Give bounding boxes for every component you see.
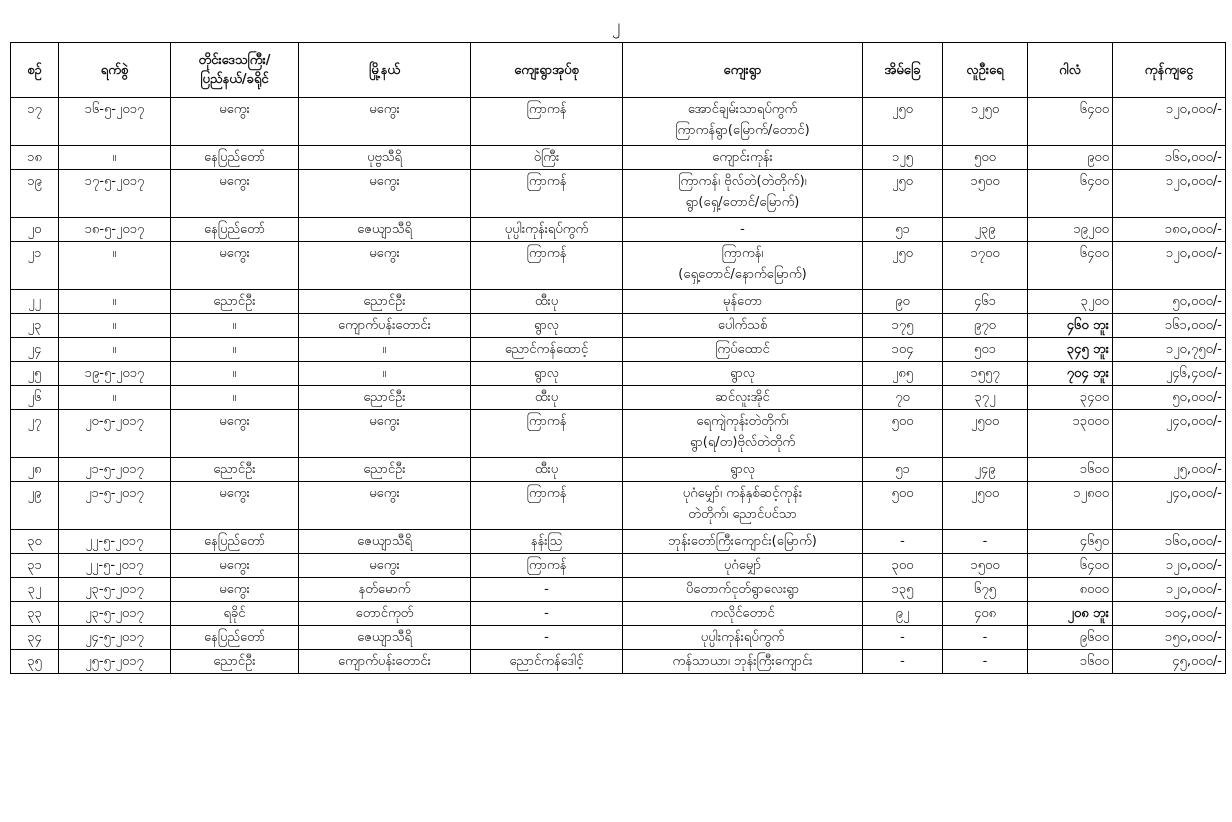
header-region: တိုင်းဒေသကြီး/ ပြည်နယ်/ခရိုင် xyxy=(171,43,299,98)
table-row xyxy=(11,98,1226,146)
cell-village-tract: ကြာကန် xyxy=(471,410,623,458)
cell-village-tract: ထီးပု xyxy=(471,386,623,410)
table-row xyxy=(11,410,1226,458)
cell-township: နတ်မောက် xyxy=(299,578,471,602)
cell-cost: ၅၀,၀၀၀/- xyxy=(1113,290,1226,314)
cell-date: ၂၂-၅-၂၀၁၇ xyxy=(59,530,171,554)
cell-township: ကျောက်ပန်းတောင်း xyxy=(299,650,471,674)
cell-village: ဆင်လူးအိုင် xyxy=(623,386,863,410)
cell-region: နေပြည်တော် xyxy=(171,530,299,554)
cell-date: ၂၁-၅-၂၀၁၇ xyxy=(59,458,171,482)
cell-date: ၁၆-၅-၂၀၁၇ xyxy=(59,98,171,146)
cell-township: မကွေး xyxy=(299,554,471,578)
cell-cost: ၂၄၀,၀၀၀/- xyxy=(1113,410,1226,458)
cell-cost: ၁၅၀,၀၀၀/- xyxy=(1113,626,1226,650)
cell-population: ၂၄၉ xyxy=(943,458,1028,482)
cell-households: ၁၇၅ xyxy=(863,314,943,338)
cell-no: ၂၉ xyxy=(11,482,59,530)
cell-village: ကြပ်ထောင် xyxy=(623,338,863,362)
cell-village-tract: ထီးပု xyxy=(471,458,623,482)
cell-households: ၁၀၄ xyxy=(863,338,943,362)
cell-date: ၁၇-၅-၂၀၁၇ xyxy=(59,170,171,218)
table-row xyxy=(11,338,1226,362)
cell-village: - xyxy=(623,218,863,242)
cell-population: ၂၃၉ xyxy=(943,218,1028,242)
cell-region: မကွေး xyxy=(171,98,299,146)
cell-no: ၂၀ xyxy=(11,218,59,242)
table-row xyxy=(11,530,1226,554)
cell-population: ၉၇၀ xyxy=(943,314,1028,338)
cell-cost: ၁၂၀,၀၀၀/- xyxy=(1113,98,1226,146)
cell-households: ၉၂ xyxy=(863,602,943,626)
cell-village: ပိတောက်ငုတ်ရွာလေးရွာ xyxy=(623,578,863,602)
cell-no: ၃၅ xyxy=(11,650,59,674)
cell-no: ၁၇ xyxy=(11,98,59,146)
cell-region: မကွေး xyxy=(171,482,299,530)
cell-households: ၁၂၅ xyxy=(863,146,943,170)
header-village: ကျေးရွာ xyxy=(623,43,863,98)
cell-cost: ၁၂၀,၀၀၀/- xyxy=(1113,578,1226,602)
cell-township: ဇေယျာသီရိ xyxy=(299,626,471,650)
header-gallons: ဂါလံ xyxy=(1028,43,1113,98)
cell-population: ၅၀၀ xyxy=(943,146,1028,170)
cell-households: ၂၈၅ xyxy=(863,362,943,386)
cell-no: ၂၆ xyxy=(11,386,59,410)
cell-region: နေပြည်တော် xyxy=(171,146,299,170)
cell-households: ၂၅၀ xyxy=(863,170,943,218)
table-row xyxy=(11,578,1226,602)
cell-gallons: ၁၉၂၀၀ xyxy=(1028,218,1113,242)
cell-households: - xyxy=(863,650,943,674)
cell-no: ၃၃ xyxy=(11,602,59,626)
cell-cost: ၁၂၀,၀၀၀/- xyxy=(1113,242,1226,290)
cell-gallons: ၁၆၀၀ xyxy=(1028,458,1113,482)
cell-households: ၅၁ xyxy=(863,458,943,482)
cell-cost: ၁၂၀,၀၀၀/- xyxy=(1113,554,1226,578)
cell-township: ဇေယျာသီရိ xyxy=(299,218,471,242)
cell-village-tract: ကြာကန် xyxy=(471,242,623,290)
cell-village-tract: ကြာကန် xyxy=(471,170,623,218)
cell-date: ။ xyxy=(59,314,171,338)
cell-cost: ၄၅,၀၀၀/- xyxy=(1113,650,1226,674)
cell-gallons: ၂၀၈ ဘူး xyxy=(1028,602,1113,626)
header-no: စဉ် xyxy=(11,43,59,98)
cell-cost: ၅၀,၀၀၀/- xyxy=(1113,386,1226,410)
cell-date: ၂၃-၅-၂၀၁၇ xyxy=(59,602,171,626)
cell-no: ၃၂ xyxy=(11,578,59,602)
table-body xyxy=(11,98,1226,674)
table-row xyxy=(11,458,1226,482)
cell-date: ။ xyxy=(59,146,171,170)
cell-population: ၁၅၀၀ xyxy=(943,170,1028,218)
cell-township: ညောင်ဦး xyxy=(299,290,471,314)
cell-township: တောင်ကုတ် xyxy=(299,602,471,626)
cell-gallons: ၄၆၅၀ xyxy=(1028,530,1113,554)
cell-region: မကွေး xyxy=(171,242,299,290)
cell-households: ၁၃၅ xyxy=(863,578,943,602)
cell-township: မကွေး xyxy=(299,98,471,146)
cell-population: ၁၂၅၀ xyxy=(943,98,1028,146)
cell-date: ။ xyxy=(59,242,171,290)
cell-population: - xyxy=(943,626,1028,650)
cell-households: ၅၀၀ xyxy=(863,410,943,458)
cell-region: မကွေး xyxy=(171,410,299,458)
cell-village-tract: ထီးပု xyxy=(471,290,623,314)
cell-gallons: ၈၀၀၀ xyxy=(1028,578,1113,602)
cell-village-tract: ကြာကန် xyxy=(471,98,623,146)
cell-township: ညောင်ဦး xyxy=(299,386,471,410)
cell-village: ဘုန်းတော်ကြီးကျောင်း(မြောက်) xyxy=(623,530,863,554)
cell-village-tract: - xyxy=(471,626,623,650)
cell-gallons: ၆၄၀၀ xyxy=(1028,554,1113,578)
cell-gallons: ၉၆၀၀ xyxy=(1028,626,1113,650)
cell-population: ၄၆၁ xyxy=(943,290,1028,314)
cell-village: ကန်သာယာ၊ ဘုန်းကြီးကျောင်း xyxy=(623,650,863,674)
cell-township: မကွေး xyxy=(299,482,471,530)
cell-date: ၁၉-၅-၂၀၁၇ xyxy=(59,362,171,386)
cell-households: ၇၀ xyxy=(863,386,943,410)
cell-population: ၁၇၀၀ xyxy=(943,242,1028,290)
cell-gallons: ၃၄၅ ဘူး xyxy=(1028,338,1113,362)
cell-village-tract: ကြာကန် xyxy=(471,554,623,578)
cell-population: ၂၅၀၀ xyxy=(943,482,1028,530)
cell-no: ၁၉ xyxy=(11,170,59,218)
cell-region: ညောင်ဦး xyxy=(171,650,299,674)
cell-village-tract: နန်းသြ xyxy=(471,530,623,554)
cell-population: ၁၅၅၇ xyxy=(943,362,1028,386)
cell-township: ။ xyxy=(299,338,471,362)
cell-region: ရခိုင် xyxy=(171,602,299,626)
table-row xyxy=(11,290,1226,314)
cell-date: ၂၄-၅-၂၀၁၇ xyxy=(59,626,171,650)
table-row xyxy=(11,554,1226,578)
cell-village: အောင်ချမ်းသာရပ်ကွက် ကြာကန်ရွာ(မြောက်/တောင်) xyxy=(623,98,863,146)
cell-region: ။ xyxy=(171,338,299,362)
header-cost: ကုန်ကျငွေ xyxy=(1113,43,1226,98)
cell-village: ကြာကန်၊ (ရှေ့တောင်/နောက်မြောက်) xyxy=(623,242,863,290)
cell-date: ၂၁-၅-၂၀၁၇ xyxy=(59,482,171,530)
cell-region: မကွေး xyxy=(171,554,299,578)
table-row xyxy=(11,626,1226,650)
cell-cost: ၂၄၆,၄၀၀/- xyxy=(1113,362,1226,386)
table-row xyxy=(11,482,1226,530)
cell-gallons: ၁၆၀၀ xyxy=(1028,650,1113,674)
cell-village-tract: ရွာလု xyxy=(471,314,623,338)
cell-village: မုန်တော xyxy=(623,290,863,314)
cell-region: ။ xyxy=(171,386,299,410)
cell-date: ။ xyxy=(59,386,171,410)
cell-cost: ၁၆၀,၀၀၀/- xyxy=(1113,530,1226,554)
cell-village: ပေါက်သစ် xyxy=(623,314,863,338)
cell-households: ၅၀၀ xyxy=(863,482,943,530)
cell-township: ပုဗ္ဗသီရိ xyxy=(299,146,471,170)
cell-no: ၁၈ xyxy=(11,146,59,170)
page-number: ၂ xyxy=(611,16,621,36)
cell-village-tract: ပုပ္ပါးကုန်းရပ်ကွက် xyxy=(471,218,623,242)
cell-population: ၁၅၀၀ xyxy=(943,554,1028,578)
cell-cost: ၁၆၀,၀၀၀/- xyxy=(1113,146,1226,170)
cell-date: ၂၀-၅-၂၀၁၇ xyxy=(59,410,171,458)
cell-village: ကြာကန်၊ ဗိုလ်တဲ(တဲတိုက်)၊ ရွာ(ရှေ့/တောင်/မြောက်) xyxy=(623,170,863,218)
table-row xyxy=(11,602,1226,626)
cell-households: - xyxy=(863,626,943,650)
cell-population: ၅၀၁ xyxy=(943,338,1028,362)
cell-region: မကွေး xyxy=(171,170,299,218)
table-row xyxy=(11,170,1226,218)
cell-no: ၃၀ xyxy=(11,530,59,554)
cell-no: ၂၅ xyxy=(11,362,59,386)
cell-village-tract: ညောင်ကန်ထောင့် xyxy=(471,338,623,362)
cell-no: ၂၄ xyxy=(11,338,59,362)
cell-gallons: ၆၄၀၀ xyxy=(1028,242,1113,290)
cell-gallons: ၁၃၀၀၀ xyxy=(1028,410,1113,458)
cell-population: ၄၀၈ xyxy=(943,602,1028,626)
cell-population: ၆၇၅ xyxy=(943,578,1028,602)
cell-region: နေပြည်တော် xyxy=(171,218,299,242)
table-row xyxy=(11,362,1226,386)
cell-village-tract: ညောင်ကန်ဒေါင့် xyxy=(471,650,623,674)
cell-gallons: ၆၄၀၀ xyxy=(1028,170,1113,218)
cell-cost: ၁၂၀,၀၀၀/- xyxy=(1113,170,1226,218)
cell-region: မကွေး xyxy=(171,578,299,602)
cell-date: ။ xyxy=(59,338,171,362)
cell-township: ညောင်ဦး xyxy=(299,458,471,482)
cell-population: - xyxy=(943,530,1028,554)
cell-region: နေပြည်တော် xyxy=(171,626,299,650)
cell-region: ညောင်ဦး xyxy=(171,458,299,482)
cell-cost: ၁၀၄,၀၀၀/- xyxy=(1113,602,1226,626)
cell-no: ၂၂ xyxy=(11,290,59,314)
cell-cost: ၂၄၀,၀၀၀/- xyxy=(1113,482,1226,530)
cell-cost: ၁၆၁,၀၀၀/- xyxy=(1113,314,1226,338)
table-row xyxy=(11,242,1226,290)
cell-cost: ၂၅,၀၀၀/- xyxy=(1113,458,1226,482)
header-households: အိမ်ခြေ xyxy=(863,43,943,98)
cell-gallons: ၆၄၀၀ xyxy=(1028,98,1113,146)
cell-date: ၂၂-၅-၂၀၁၇ xyxy=(59,554,171,578)
table-row xyxy=(11,314,1226,338)
cell-no: ၂၈ xyxy=(11,458,59,482)
cell-no: ၂၁ xyxy=(11,242,59,290)
cell-gallons: ၁၂၈၀၀ xyxy=(1028,482,1113,530)
cell-village-tract: - xyxy=(471,602,623,626)
cell-households: ၂၅၀ xyxy=(863,242,943,290)
cell-village-tract: ကြာကန် xyxy=(471,482,623,530)
cell-village: ကျောင်းကုန်း xyxy=(623,146,863,170)
cell-gallons: ၃၂၀၀ xyxy=(1028,290,1113,314)
cell-date: ၂၅-၅-၂၀၁၇ xyxy=(59,650,171,674)
cell-cost: ၁၂၀,၇၅၀/- xyxy=(1113,338,1226,362)
cell-village: ပုဂံမျှော် xyxy=(623,554,863,578)
cell-date: ၁၈-၅-၂၀၁၇ xyxy=(59,218,171,242)
header-village-tract: ကျေးရွာအုပ်စု xyxy=(471,43,623,98)
table-row xyxy=(11,386,1226,410)
cell-village: ရေကျဲကုန်းတဲတိုက်၊ ရွာ(ရ/တ)ဗိုလ်တဲတိုက် xyxy=(623,410,863,458)
cell-village-tract: - xyxy=(471,578,623,602)
cell-village: ပုပ္ပါးကုန်းရပ်ကွက် xyxy=(623,626,863,650)
cell-households: ၅၁ xyxy=(863,218,943,242)
cell-population: ၃၇၂ xyxy=(943,386,1028,410)
table-row xyxy=(11,650,1226,674)
cell-township: ဇေယျာသီရိ xyxy=(299,530,471,554)
cell-township: ကျောက်ပန်းတောင်း xyxy=(299,314,471,338)
cell-no: ၂၃ xyxy=(11,314,59,338)
cell-village-tract: ရွာလု xyxy=(471,362,623,386)
cell-population: ၂၅၀၀ xyxy=(943,410,1028,458)
cell-village: ပုဂံမျှော်၊ ကန်နှစ်ဆင့်ကုန်း တဲတိုက်၊ ညောင်ပင်သာ xyxy=(623,482,863,530)
cell-gallons: ၄၆၀ ဘူး xyxy=(1028,314,1113,338)
cell-population: - xyxy=(943,650,1028,674)
table-row xyxy=(11,146,1226,170)
donation-table xyxy=(10,42,1226,674)
cell-village-tract: ဝဲကြီး xyxy=(471,146,623,170)
table-row xyxy=(11,218,1226,242)
cell-township: ။ xyxy=(299,362,471,386)
cell-region: ညောင်ဦး xyxy=(171,290,299,314)
cell-households: - xyxy=(863,530,943,554)
cell-village: ရွာလု xyxy=(623,458,863,482)
cell-gallons: ၇၀၄ ဘူး xyxy=(1028,362,1113,386)
cell-township: မကွေး xyxy=(299,242,471,290)
cell-no: ၂၇ xyxy=(11,410,59,458)
header-row xyxy=(11,43,1226,98)
cell-households: ၂၅၀ xyxy=(863,98,943,146)
cell-cost: ၁၈၀,၀၀၀/- xyxy=(1113,218,1226,242)
cell-no: ၃၄ xyxy=(11,626,59,650)
cell-gallons: ၉၀၀ xyxy=(1028,146,1113,170)
cell-no: ၃၁ xyxy=(11,554,59,578)
header-date: ရက်စွဲ xyxy=(59,43,171,98)
cell-township: မကွေး xyxy=(299,410,471,458)
cell-region: ။ xyxy=(171,362,299,386)
cell-township: မကွေး xyxy=(299,170,471,218)
header-township: မြို့နယ် xyxy=(299,43,471,98)
cell-date: ။ xyxy=(59,290,171,314)
cell-households: ၉၀ xyxy=(863,290,943,314)
cell-date: ၂၃-၅-၂၀၁၇ xyxy=(59,578,171,602)
cell-gallons: ၃၄၀၀ xyxy=(1028,386,1113,410)
cell-households: ၃၀၀ xyxy=(863,554,943,578)
header-population: လူဦးရေ xyxy=(943,43,1028,98)
cell-village: ရွာလု xyxy=(623,362,863,386)
cell-village: ကလိုင်တောင် xyxy=(623,602,863,626)
cell-region: ။ xyxy=(171,314,299,338)
